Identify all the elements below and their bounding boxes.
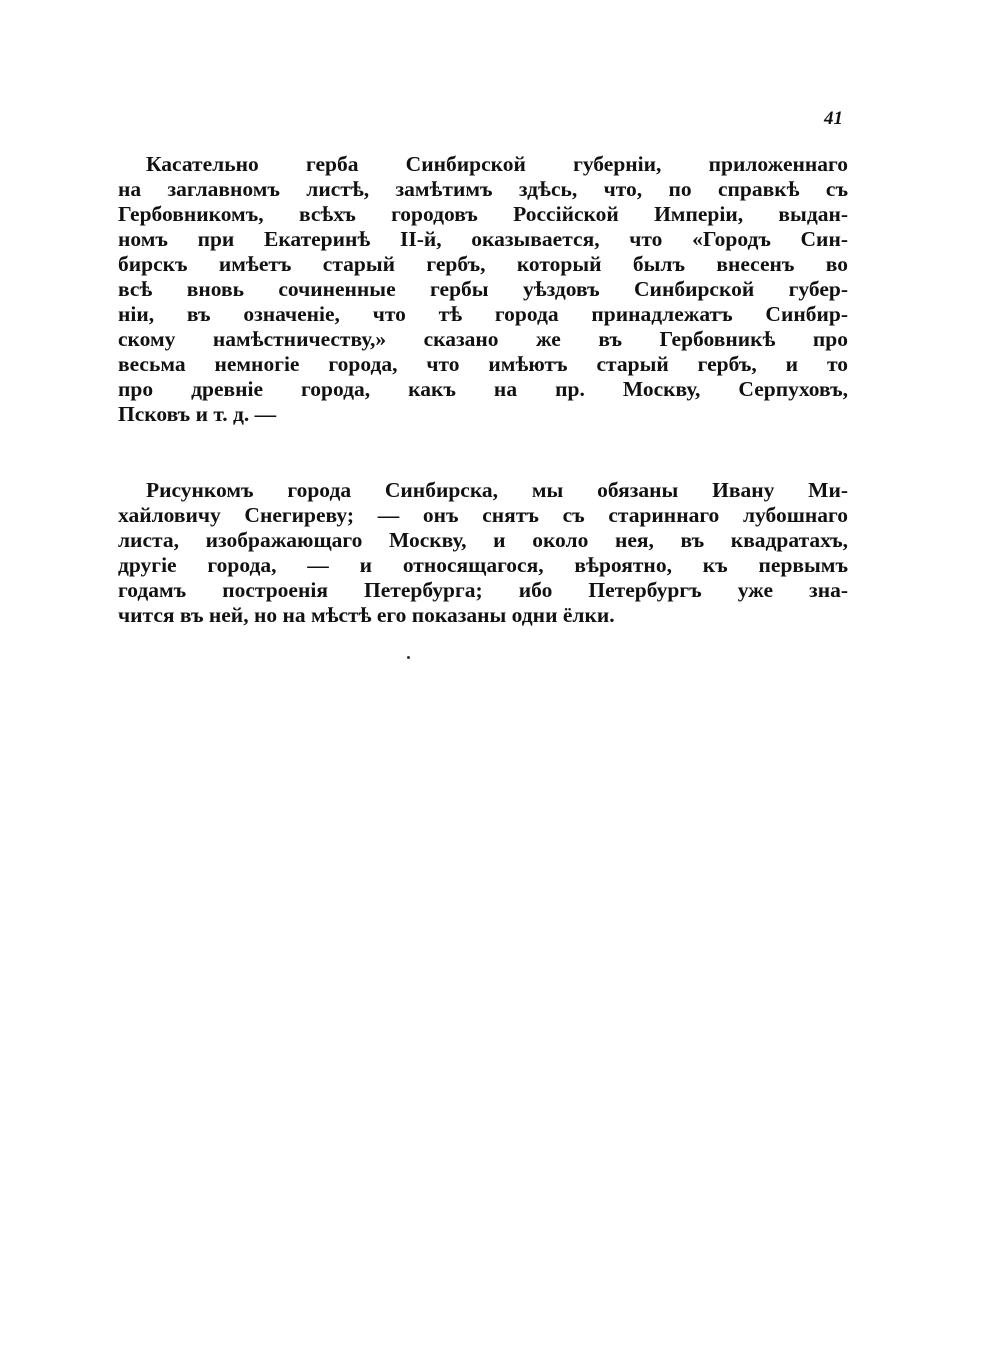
text-line: Псковъ и т. д. — (118, 402, 277, 426)
ink-speck (407, 656, 410, 659)
text-line: скому намѣстничеству,» сказано же въ Гербовникѣ про (118, 327, 848, 351)
text-line: листа, изображающаго Москву, и около нея, въ квадратахъ, (118, 528, 848, 552)
paragraph-coat-of-arms (118, 152, 848, 427)
text-line: Касательно герба Синбирской губерніи, приложеннаго (146, 152, 848, 176)
text-line: Гербовникомъ, всѣхъ городовъ Россійской Имперіи, выдан- (118, 202, 848, 226)
text-line: про древніе города, какъ на пр. Москву, Серпуховъ, (118, 377, 848, 401)
text-line: чится въ ней, но на мѣстѣ его показаны одни ёлки. (118, 603, 615, 627)
text-line: всѣ вновь сочиненные гербы уѣздовъ Синбирской губер- (118, 277, 848, 301)
text-line: весьма немногіе города, что имѣютъ старый гербъ, и то (118, 352, 848, 376)
text-line: номъ при Екатеринѣ II-й, оказывается, что «Городъ Син- (118, 227, 848, 251)
text-line: ніи, въ означеніе, что тѣ города принадлежатъ Синбир- (118, 302, 848, 326)
text-line: годамъ построенія Петербурга; ибо Петербургъ уже зна- (118, 578, 848, 602)
text-line: бирскъ имѣетъ старый гербъ, который былъ внесенъ во (118, 252, 848, 276)
text-line: хайловичу Снегиреву; — онъ снятъ съ стариннаго лубошнаго (118, 503, 848, 527)
text-line: Рисункомъ города Синбирска, мы обязаны Ивану Ми- (146, 478, 848, 502)
paragraph-drawing-of-city (118, 478, 848, 628)
text-line: другіе города, — и относящагося, вѣроятно, къ первымъ (118, 553, 848, 577)
page-number: 41 (824, 108, 843, 129)
text-line: на заглавномъ листѣ, замѣтимъ здѣсь, что, по справкѣ съ (118, 177, 848, 201)
